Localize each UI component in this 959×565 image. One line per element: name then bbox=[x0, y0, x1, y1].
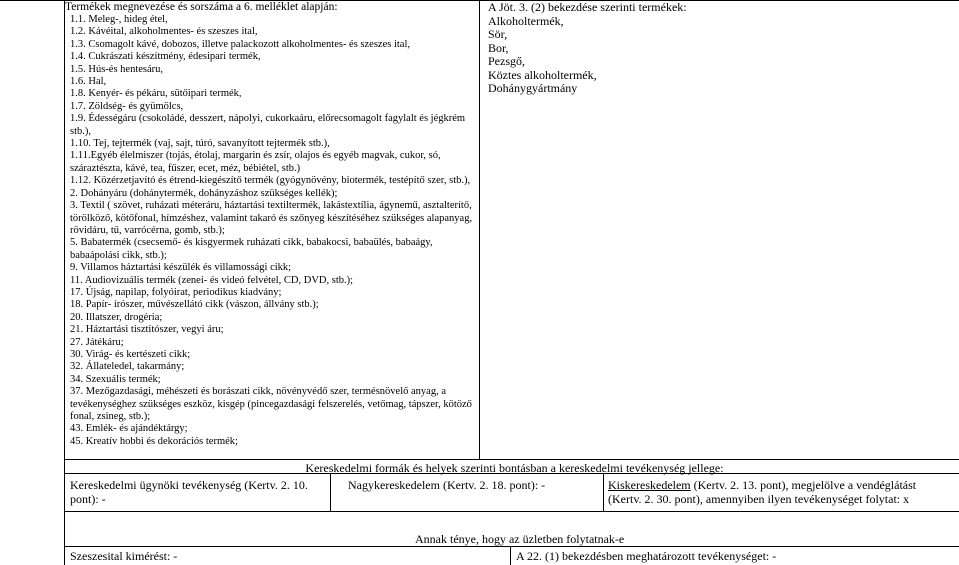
breakdown-heading: Kereskedelmi formák és helyek szerinti bontásban a kereskedelmi tevékenység jellege: bbox=[305, 461, 724, 475]
list-item: Köztes alkoholtermék, bbox=[488, 67, 597, 82]
agent-activity-line2: pont): - bbox=[70, 492, 106, 506]
list-item: 1.7. Zöldség- és gyümölcs, bbox=[70, 100, 184, 112]
list-item: 20. Illatszer, drogéria; bbox=[70, 311, 163, 323]
store-activity-heading: Annak ténye, hogy az üzletben folytatnak-e bbox=[415, 532, 625, 546]
list-item: Pezsgő, bbox=[488, 54, 525, 68]
retail-line1: (Kertv. 2. 13. pont), megjelölve a vendéglátást bbox=[690, 478, 917, 492]
retail-cell bbox=[608, 478, 916, 506]
list-item: 1.8. Kenyér- és pékáru, sütőipari termék, bbox=[70, 88, 242, 100]
cell-divider-b bbox=[603, 473, 604, 511]
list-item: 43. Emlék- és ajándéktárgy; bbox=[70, 423, 188, 435]
product-list bbox=[65, 1, 475, 448]
list-item: 1.5. Hús-és hentesáru, bbox=[70, 63, 164, 75]
list-item: 11. Audiovizuális termék (zenei- és videó felvétel, CD, DVD, stb.); bbox=[70, 274, 354, 286]
agent-activity-cell bbox=[70, 478, 328, 506]
list-item: 37. Mezőgazdasági, méhészeti és borászati cikk, növényvédő szer, termésnövelő anyag, a tevékenységhez szükséges eszköz, kisgép (pincegazdasági felszerelés, vetőmag, tápszer, kötöző fonal, zsineg, stb.); bbox=[70, 386, 472, 422]
alcohol-serving-field: Szeszesital kimérést: - bbox=[70, 549, 178, 563]
list-item: 21. Háztartási tisztítószer, vegyi áru; bbox=[70, 324, 224, 336]
list-item: 1.1. Meleg-, hideg étel, bbox=[70, 14, 168, 25]
list-item: 1.11.Egyéb élelmiszer (tojás, étolaj, margarin és zsír, olajos és egyéb magvak, cukor, só, száraztészta, kávé, tea, fűszer, ecet, méz, bébiétel, stb.) bbox=[70, 150, 441, 174]
a22-activity-field: A 22. (1) bekezdésben meghatározott tevékenységet: - bbox=[516, 549, 777, 563]
wholesale-text: Nagykereskedelem (Kertv. 2. 18. pont): - bbox=[348, 478, 546, 492]
list-item: Alkoholtermék, bbox=[488, 13, 564, 28]
list-item: 1.3. Csomagolt kávé, dobozos, illetve palackozott alkoholmentes- és szeszes ital, bbox=[70, 38, 410, 50]
col-divider-middle bbox=[479, 0, 480, 459]
agent-activity-line1: Kereskedelmi ügynöki tevékenység (Kertv. 2. 10. bbox=[70, 478, 308, 492]
product-list-title: Termékek megnevezése és sorszáma a 6. melléklet alapján: bbox=[65, 1, 338, 13]
list-item: 1.2. Kávéital, alkoholmentes- és szeszes ital, bbox=[70, 26, 258, 38]
row-divider-1 bbox=[64, 459, 959, 460]
list-item: 18. Papír- írószer, művészellátó cikk (vászon, állvány stb.); bbox=[70, 299, 319, 311]
cell-divider-a bbox=[330, 473, 331, 511]
retail-label: Kiskereskedelem bbox=[608, 478, 691, 492]
list-item: 1.10. Tej, tejtermék (vaj, sajt, túró, savanyított tejtermék stb.), bbox=[70, 138, 330, 150]
list-item: Sör, bbox=[488, 27, 508, 41]
cell-divider-c bbox=[510, 546, 511, 565]
list-item: 17. Újság, napilap, folyóirat, periodikus kiadvány; bbox=[70, 286, 282, 298]
excise-list-title: A Jöt. 3. (2) bekezdése szerinti termékek: bbox=[488, 0, 687, 14]
excise-product-list bbox=[488, 1, 687, 96]
list-item: 2. Dohányáru (dohánytermék, dohányzáshoz szükséges kellék); bbox=[70, 187, 338, 199]
list-item: 9. Villamos háztartási készülék és villamossági cikk; bbox=[70, 262, 292, 274]
row-divider-3 bbox=[64, 511, 959, 512]
col-divider-left bbox=[64, 0, 65, 565]
list-item: Dohánygyártmány bbox=[488, 81, 578, 95]
list-item: 27. Játékáru; bbox=[70, 336, 124, 348]
list-item: 1.4. Cukrászati készítmény, édesipari termék, bbox=[70, 51, 261, 63]
list-item: Bor, bbox=[488, 40, 509, 55]
list-item: 32. Állateledel, takarmány; bbox=[70, 361, 185, 373]
list-item: 30. Virág- és kertészeti cikk; bbox=[70, 348, 191, 360]
list-item: 34. Szexuális termék; bbox=[70, 373, 161, 385]
list-item: 3. Textil ( szövet, ruházati méteráru, háztartási textiltermék, lakástextília, ágynemű, asztalterítő, törölköző, kötőfonal, hímzéshez, valamint takaró és szőnyeg készítéséhez szükséges alapanyag, rövidáru, tű, varrócérna, gomb, stb.); bbox=[70, 200, 473, 236]
retail-line2: (Kertv. 2. 30. pont), amennyiben ilyen tevékenységet folytat: x bbox=[608, 492, 910, 506]
list-item: 1.12. Közérzetjavító és étrend-kiegészítő termék (gyógynövény, biotermék, testépítő szer, stb.), bbox=[70, 175, 471, 187]
list-item: 1.6. Hal, bbox=[70, 76, 107, 88]
list-item: 5. Babatermék (csecsemő- és kisgyermek ruházati cikk, babakocsi, babaülés, babaágy, babaápolási cikk, stb.); bbox=[70, 237, 433, 261]
list-item: 45. Kreatív hobbi és dekorációs termék; bbox=[70, 435, 238, 447]
wholesale-cell bbox=[348, 478, 545, 492]
list-item: 1.9. Édességáru (csokoládé, desszert, nápolyi, cukorkaáru, előrecsomagolt fagylalt és jégkrém stb.), bbox=[70, 113, 466, 137]
